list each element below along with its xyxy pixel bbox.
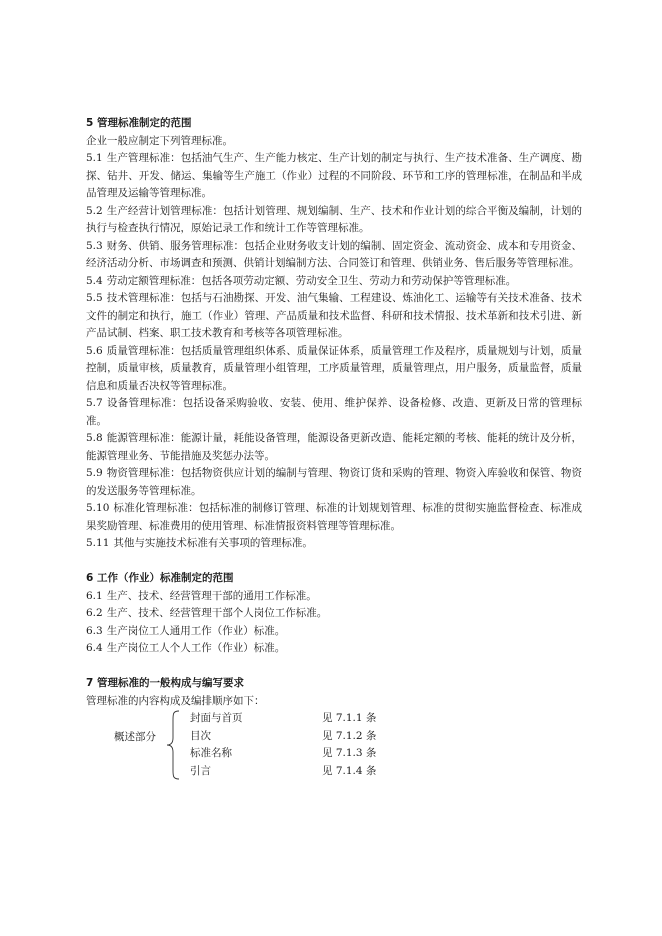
clause-number: 6.1 [86,589,103,602]
section-spacer [86,658,582,676]
clause-text: 生产岗位工人通用工作（作业）标准。 [106,624,286,637]
overview-item-cover: 封面与首页 [190,712,243,724]
section-spacer [86,553,582,571]
clause-5-2 [86,203,582,238]
clause-5-7 [86,395,582,430]
clause-number: 5.3 [86,239,103,252]
overview-item-title: 标准名称 [190,747,232,759]
clause-number: 5.10 [86,502,110,514]
clause-number: 5.4 [86,274,103,287]
document-body [86,115,582,782]
clause-text: 生产经营计划管理标准：包括计划管理、规划编制、生产、技术和作业计划的综合平衡及编制，计划的执行与检查执行情况，原始记录工作和统计工作等管理标准。 [86,204,582,234]
clause-text: 其他与实施技术标准有关事项的管理标准。 [113,537,313,549]
clause-number: 5.7 [86,397,103,409]
clause-text: 质量管理标准：包括质量管理组织体系、质量保证体系，质量管理工作及程序，质量规划与计划，质量控制，质量审核，质量教育，质量管理小组管理，工序质量管理，质量管理点，用户服务，质量监督，质量信息和质量否决权等管理标准。 [86,344,582,392]
clause-text: 劳动定额管理标准：包括各项劳动定额、劳动安全卫生、劳动力和劳动保护等管理标准。 [106,274,517,287]
clause-text: 生产岗位工人个人工作（作业）标准。 [106,642,286,654]
clause-6-4 [86,640,582,658]
clause-number: 5.1 [86,152,103,164]
clause-6-1 [86,588,582,606]
section-6-heading: 6 工作（作业）标准制定的范围 [86,572,234,584]
clause-number: 5.5 [86,292,103,304]
clause-5-11 [86,535,582,553]
clause-5-3 [86,238,582,273]
clause-text: 财务、供销、服务管理标准：包括企业财务收支计划的编制、固定资金、流动资金、成本和专用资金、经济活动分析、市场调查和预测、供销计划编制方法、合同签订和管理、供销业务、售后服务等管理标准。 [86,239,582,269]
clause-5-8 [86,430,582,465]
clause-text: 能源管理标准：能源计量，耗能设备管理，能源设备更新改造、能耗定额的考核、能耗的统计及分析，能源管理业务、节能措施及奖惩办法等。 [86,432,582,462]
overview-ref-toc: 见 7.1.2 条 [322,729,377,742]
clause-text: 生产、技术、经营管理干部个人岗位工作标准。 [106,607,328,619]
clause-text: 设备管理标准：包括设备采购验收、安装、使用、维护保养、设备检修、改造、更新及日常的管理标准。 [86,397,582,427]
overview-item-intro: 引言 [190,764,211,777]
clause-number: 6.4 [86,642,103,654]
clause-5-4 [86,273,582,291]
section-7-intro: 管理标准的内容构成及编排顺序如下： [86,694,265,707]
clause-5-5 [86,290,582,343]
clause-5-9 [86,465,582,500]
overview-ref-title: 见 7.1.3 条 [322,747,377,759]
overview-ref-cover: 见 7.1.1 条 [322,712,377,724]
clause-text: 技术管理标准：包括与石油勘探、开发、油气集输、工程建设、炼油化工、运输等有关技术准备、技术文件的制定和执行，施工（作业）管理、产品质量和技术监督、科研和技术情报、技术革新和技术引进、新产品试制、档案、职工技术教育和考核等各项管理标准。 [86,292,582,339]
clause-number: 5.2 [86,204,103,217]
overview-label: 概述部分 [114,731,156,743]
clause-text: 物资管理标准：包括物资供应计划的编制与管理、物资订货和采购的管理、物资入库验收和保管、物资的发送服务等管理标准。 [86,467,582,497]
clause-6-2 [86,605,582,623]
overview-item-toc: 目次 [190,729,211,742]
clause-number: 5.9 [86,467,103,479]
clause-text: 生产管理标准：包括油气生产、生产能力核定、生产计划的制定与执行、生产技术准备、生产调度、勘探、钻井、开发、储运、集输等生产施工（作业）过程的不同阶段、环节和工序的管理标准，在制品和半成品管理及运输等管理标准。 [86,152,582,199]
left-brace-icon [166,710,182,780]
section-7-heading: 7 管理标准的一般构成与编写要求 [86,677,244,689]
overview-structure [86,710,582,782]
clause-number: 6.2 [86,607,103,619]
clause-number: 5.8 [86,432,103,444]
clause-6-3 [86,623,582,641]
overview-ref-intro: 见 7.1.4 条 [322,764,377,777]
section-5-heading: 5 管理标准制定的范围 [86,117,192,129]
clause-number: 5.6 [86,344,103,357]
clause-5-1 [86,150,582,203]
clause-text: 标准化管理标准：包括标准的制修订管理、标准的计划规划管理、标准的贯彻实施监督检查、标准成果奖励管理、标准费用的使用管理、标准情报资料管理等管理标准。 [86,502,582,532]
clause-5-10 [86,500,582,535]
section-5-intro: 企业一般应制定下列管理标准。 [86,134,233,147]
clause-number: 5.11 [86,537,110,549]
clause-number: 6.3 [86,624,103,637]
clause-5-6 [86,343,582,396]
clause-text: 生产、技术、经营管理干部的通用工作标准。 [106,589,317,602]
